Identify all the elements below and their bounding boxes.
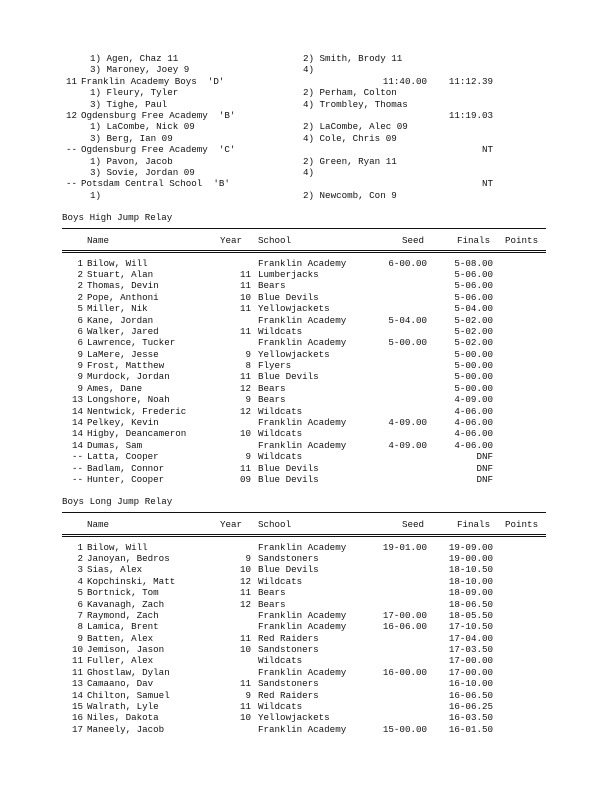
final-mark: 5-04.00 bbox=[454, 303, 493, 315]
result-place: -- bbox=[71, 462, 83, 474]
relay-member: 4) bbox=[303, 64, 315, 76]
result-place: 3 bbox=[77, 564, 83, 576]
seed-mark: 16-06.00 bbox=[382, 621, 427, 633]
relay-team-name: Potsdam Central School 'B' bbox=[81, 178, 230, 190]
header-finals: Finals bbox=[457, 518, 491, 530]
athlete-name: Fuller, Alex bbox=[87, 655, 154, 667]
final-mark: 19-00.00 bbox=[448, 552, 493, 564]
athlete-name: Pelkey, Kevin bbox=[87, 417, 159, 429]
result-row bbox=[62, 337, 546, 348]
relay-continuation bbox=[62, 53, 546, 201]
athlete-name: Walker, Jared bbox=[87, 325, 159, 337]
final-mark: 17-03.50 bbox=[448, 644, 493, 656]
relay-place: 12 bbox=[65, 109, 77, 121]
relay-member: 1) LaCombe, Nick 09 bbox=[90, 121, 195, 133]
athlete-year: 10 bbox=[239, 712, 251, 724]
relay-member: 4) bbox=[303, 166, 315, 178]
results-list bbox=[62, 258, 546, 486]
athlete-year: 11 bbox=[239, 325, 251, 337]
athlete-name: LaMere, Jesse bbox=[87, 348, 159, 360]
relay-team-row bbox=[62, 144, 546, 155]
result-place: 17 bbox=[71, 723, 83, 735]
result-row bbox=[62, 326, 546, 337]
result-place: 14 bbox=[71, 439, 83, 451]
result-row bbox=[62, 701, 546, 712]
rule-top bbox=[62, 507, 546, 518]
final-mark: 4-06.00 bbox=[454, 428, 493, 440]
athlete-school: Bears bbox=[258, 280, 286, 292]
result-row bbox=[62, 724, 546, 735]
athlete-school: Flyers bbox=[258, 360, 292, 372]
athlete-year: 12 bbox=[239, 405, 251, 417]
athlete-name: Frost, Matthew bbox=[87, 360, 165, 372]
result-place: 5 bbox=[77, 303, 83, 315]
result-row bbox=[62, 610, 546, 621]
athlete-school: Sandstoners bbox=[258, 678, 319, 690]
final-mark: 5-02.00 bbox=[454, 325, 493, 337]
athlete-year: 12 bbox=[239, 382, 251, 394]
result-place: 16 bbox=[71, 712, 83, 724]
athlete-year: 9 bbox=[245, 348, 251, 360]
relay-team-name: Franklin Academy Boys 'D' bbox=[81, 75, 225, 87]
result-place: 14 bbox=[71, 428, 83, 440]
relay-members-row bbox=[62, 190, 546, 201]
athlete-year: 9 bbox=[245, 552, 251, 564]
athlete-name: Thomas, Devin bbox=[87, 280, 159, 292]
final-mark: 5-00.00 bbox=[454, 348, 493, 360]
relay-member: 1) bbox=[90, 189, 102, 201]
result-place: 13 bbox=[71, 394, 83, 406]
high-jump-section bbox=[62, 212, 546, 485]
result-place: 2 bbox=[77, 552, 83, 564]
athlete-name: Chilton, Samuel bbox=[87, 689, 170, 701]
athlete-school: Wildcats bbox=[258, 325, 303, 337]
relay-members-row bbox=[62, 121, 546, 132]
header-seed: Seed bbox=[402, 518, 425, 530]
athlete-year: 11 bbox=[239, 632, 251, 644]
final-mark: 5-00.00 bbox=[454, 360, 493, 372]
athlete-year: 10 bbox=[239, 644, 251, 656]
result-place: 11 bbox=[71, 655, 83, 667]
relay-member: 3) Maroney, Joey 9 bbox=[90, 64, 190, 76]
result-place: 5 bbox=[77, 587, 83, 599]
athlete-school: Franklin Academy bbox=[258, 621, 347, 633]
athlete-year: 9 bbox=[245, 394, 251, 406]
athlete-school: Franklin Academy bbox=[258, 337, 347, 349]
final-mark: 18-06.50 bbox=[448, 598, 493, 610]
athlete-name: Kavanagh, Zach bbox=[87, 598, 165, 610]
final-mark: DNF bbox=[476, 451, 493, 463]
athlete-school: Sandstoners bbox=[258, 644, 319, 656]
athlete-name: Niles, Dakota bbox=[87, 712, 159, 724]
relay-final-time: NT bbox=[481, 144, 493, 156]
final-mark: 18-09.00 bbox=[448, 587, 493, 599]
relay-member: 2) Newcomb, Con 9 bbox=[303, 189, 397, 201]
relay-member: 1) Pavon, Jacob bbox=[90, 155, 173, 167]
athlete-name: Sias, Alex bbox=[87, 564, 143, 576]
result-row bbox=[62, 463, 546, 474]
relay-members-row bbox=[62, 156, 546, 167]
relay-team-row bbox=[62, 178, 546, 189]
athlete-name: Kane, Jordan bbox=[87, 314, 154, 326]
seed-mark: 5-04.00 bbox=[388, 314, 427, 326]
relay-team-row bbox=[62, 76, 546, 87]
final-mark: 4-09.00 bbox=[454, 394, 493, 406]
athlete-school: Blue Devils bbox=[258, 291, 319, 303]
relay-team-name: Ogdensburg Free Academy 'B' bbox=[81, 109, 236, 121]
athlete-school: Blue Devils bbox=[258, 564, 319, 576]
athlete-name: Latta, Cooper bbox=[87, 451, 159, 463]
column-header-row bbox=[62, 519, 546, 530]
final-mark: DNF bbox=[476, 462, 493, 474]
result-row bbox=[62, 269, 546, 280]
final-mark: 4-06.00 bbox=[454, 439, 493, 451]
result-row bbox=[62, 383, 546, 394]
header-points: Points bbox=[505, 518, 539, 530]
athlete-year: 10 bbox=[239, 291, 251, 303]
athlete-name: Hunter, Cooper bbox=[87, 473, 165, 485]
final-mark: 4-06.00 bbox=[454, 405, 493, 417]
result-row bbox=[62, 417, 546, 428]
athlete-name: Ames, Dane bbox=[87, 382, 143, 394]
relay-final-time: NT bbox=[481, 178, 493, 190]
result-row bbox=[62, 292, 546, 303]
result-row bbox=[62, 655, 546, 666]
athlete-school: Franklin Academy bbox=[258, 417, 347, 429]
result-place: 14 bbox=[71, 689, 83, 701]
result-row bbox=[62, 644, 546, 655]
result-place: 9 bbox=[77, 632, 83, 644]
result-row bbox=[62, 303, 546, 314]
final-mark: 5-02.00 bbox=[454, 337, 493, 349]
final-mark: 4-06.00 bbox=[454, 417, 493, 429]
final-mark: 19-09.00 bbox=[448, 541, 493, 553]
result-place: 2 bbox=[77, 291, 83, 303]
final-mark: 17-04.00 bbox=[448, 632, 493, 644]
result-row bbox=[62, 406, 546, 417]
result-place: 10 bbox=[71, 644, 83, 656]
relay-member: 2) Smith, Brody 11 bbox=[303, 53, 403, 64]
seed-mark: 19-01.00 bbox=[382, 541, 427, 553]
relay-team-row bbox=[62, 110, 546, 121]
athlete-name: Badlam, Connor bbox=[87, 462, 165, 474]
final-mark: 18-05.50 bbox=[448, 609, 493, 621]
final-mark: 5-00.00 bbox=[454, 371, 493, 383]
athlete-name: Bilow, Will bbox=[87, 257, 148, 269]
athlete-school: Franklin Academy bbox=[258, 666, 347, 678]
final-mark: 16-10.00 bbox=[448, 678, 493, 690]
final-mark: 5-08.00 bbox=[454, 257, 493, 269]
athlete-year: 11 bbox=[239, 303, 251, 315]
result-row bbox=[62, 280, 546, 291]
relay-member: 3) Berg, Ian 09 bbox=[90, 132, 173, 144]
result-row bbox=[62, 258, 546, 269]
athlete-school: Yellowjackets bbox=[258, 348, 330, 360]
athlete-year: 11 bbox=[239, 371, 251, 383]
athlete-school: Franklin Academy bbox=[258, 257, 347, 269]
final-mark: 16-01.50 bbox=[448, 723, 493, 735]
relay-place: 11 bbox=[65, 75, 77, 87]
athlete-name: Higby, Deancameron bbox=[87, 428, 187, 440]
result-row bbox=[62, 451, 546, 462]
result-place: 15 bbox=[71, 701, 83, 713]
relay-member: 3) Sovie, Jordan 09 bbox=[90, 166, 195, 178]
athlete-school: Franklin Academy bbox=[258, 439, 347, 451]
seed-mark: 4-09.00 bbox=[388, 417, 427, 429]
header-school: School bbox=[258, 518, 292, 530]
athlete-name: Kopchinski, Matt bbox=[87, 575, 176, 587]
final-mark: 5-06.00 bbox=[454, 280, 493, 292]
athlete-name: Maneely, Jacob bbox=[87, 723, 165, 735]
result-place: 7 bbox=[77, 609, 83, 621]
athlete-school: Franklin Academy bbox=[258, 723, 347, 735]
result-place: 2 bbox=[77, 280, 83, 292]
result-place: 1 bbox=[77, 541, 83, 553]
result-row bbox=[62, 667, 546, 678]
long-jump-section bbox=[62, 496, 546, 735]
result-place: 9 bbox=[77, 348, 83, 360]
relay-place: -- bbox=[65, 144, 77, 156]
relay-member: 1) Agen, Chaz 11 bbox=[90, 53, 179, 64]
athlete-year: 10 bbox=[239, 428, 251, 440]
athlete-year: 9 bbox=[245, 689, 251, 701]
result-row bbox=[62, 371, 546, 382]
athlete-name: Ghostlaw, Dylan bbox=[87, 666, 170, 678]
seed-mark: 17-00.00 bbox=[382, 609, 427, 621]
header-year: Year bbox=[220, 518, 243, 530]
result-row bbox=[62, 599, 546, 610]
relay-member: 4) Trombley, Thomas bbox=[303, 98, 408, 110]
result-place: 6 bbox=[77, 337, 83, 349]
final-mark: 5-06.00 bbox=[454, 291, 493, 303]
relay-place: -- bbox=[65, 178, 77, 190]
results-list bbox=[62, 542, 546, 736]
athlete-name: Raymond, Zach bbox=[87, 609, 159, 621]
relay-member: 2) Green, Ryan 11 bbox=[303, 155, 397, 167]
athlete-name: Jemison, Jason bbox=[87, 644, 165, 656]
athlete-year: 11 bbox=[239, 678, 251, 690]
athlete-school: Wildcats bbox=[258, 428, 303, 440]
header-points: Points bbox=[505, 234, 539, 246]
result-place: -- bbox=[71, 473, 83, 485]
athlete-name: Bilow, Will bbox=[87, 541, 148, 553]
athlete-school: Bears bbox=[258, 394, 286, 406]
final-mark: 16-06.25 bbox=[448, 701, 493, 713]
athlete-school: Blue Devils bbox=[258, 371, 319, 383]
final-mark: 5-02.00 bbox=[454, 314, 493, 326]
result-place: 1 bbox=[77, 257, 83, 269]
athlete-year: 8 bbox=[245, 360, 251, 372]
result-row bbox=[62, 678, 546, 689]
athlete-year: 9 bbox=[245, 451, 251, 463]
athlete-school: Lumberjacks bbox=[258, 268, 319, 280]
relay-member: 3) Tighe, Paul bbox=[90, 98, 168, 110]
final-mark: 18-10.00 bbox=[448, 575, 493, 587]
result-place: 9 bbox=[77, 360, 83, 372]
relay-members-row bbox=[62, 99, 546, 110]
athlete-school: Bears bbox=[258, 382, 286, 394]
result-row bbox=[62, 564, 546, 575]
result-place: 6 bbox=[77, 314, 83, 326]
result-row bbox=[62, 360, 546, 371]
header-name: Name bbox=[87, 518, 110, 530]
athlete-school: Bears bbox=[258, 587, 286, 599]
athlete-year: 11 bbox=[239, 701, 251, 713]
rule-double bbox=[62, 246, 546, 257]
final-mark: 17-10.50 bbox=[448, 621, 493, 633]
result-place: 9 bbox=[77, 382, 83, 394]
final-mark: 16-03.50 bbox=[448, 712, 493, 724]
athlete-school: Bears bbox=[258, 598, 286, 610]
athlete-name: Pope, Anthoni bbox=[87, 291, 159, 303]
header-year: Year bbox=[220, 234, 243, 246]
seed-mark: 6-00.00 bbox=[388, 257, 427, 269]
relay-seed-time: 11:40.00 bbox=[382, 75, 427, 87]
final-mark: 17-00.00 bbox=[448, 666, 493, 678]
relay-members-row bbox=[62, 64, 546, 75]
result-place: 6 bbox=[77, 598, 83, 610]
seed-mark: 16-00.00 bbox=[382, 666, 427, 678]
relay-member: 4) Cole, Chris 09 bbox=[303, 132, 397, 144]
athlete-year: 12 bbox=[239, 598, 251, 610]
result-row bbox=[62, 621, 546, 632]
athlete-year: 11 bbox=[239, 268, 251, 280]
athlete-name: Miller, Nik bbox=[87, 303, 148, 315]
relay-members-row bbox=[62, 87, 546, 98]
relay-members-row bbox=[62, 53, 546, 64]
relay-final-time: 11:12.39 bbox=[448, 75, 493, 87]
result-row bbox=[62, 440, 546, 451]
athlete-name: Walrath, Lyle bbox=[87, 701, 159, 713]
result-row bbox=[62, 315, 546, 326]
athlete-name: Stuart, Alan bbox=[87, 268, 154, 280]
athlete-school: Blue Devils bbox=[258, 462, 319, 474]
athlete-name: Lamica, Brent bbox=[87, 621, 159, 633]
seed-mark: 4-09.00 bbox=[388, 439, 427, 451]
relay-member: 1) Fleury, Tyler bbox=[90, 87, 179, 99]
relay-team-name: Ogdensburg Free Academy 'C' bbox=[81, 144, 236, 156]
athlete-name: Janoyan, Bedros bbox=[87, 552, 170, 564]
rule-double bbox=[62, 530, 546, 541]
athlete-school: Blue Devils bbox=[258, 473, 319, 485]
athlete-school: Wildcats bbox=[258, 575, 303, 587]
athlete-school: Franklin Academy bbox=[258, 609, 347, 621]
final-mark: 5-00.00 bbox=[454, 382, 493, 394]
header-seed: Seed bbox=[402, 234, 425, 246]
result-place: 8 bbox=[77, 621, 83, 633]
athlete-name: Camaano, Dav bbox=[87, 678, 154, 690]
section-title: Boys High Jump Relay bbox=[62, 212, 173, 223]
athlete-name: Murdock, Jordan bbox=[87, 371, 170, 383]
result-row bbox=[62, 690, 546, 701]
final-mark: 17-00.00 bbox=[448, 655, 493, 667]
final-mark: 16-06.50 bbox=[448, 689, 493, 701]
athlete-name: Nentwick, Frederic bbox=[87, 405, 187, 417]
athlete-year: 12 bbox=[239, 575, 251, 587]
athlete-year: 09 bbox=[239, 473, 251, 485]
athlete-school: Red Raiders bbox=[258, 689, 319, 701]
relay-member: 2) Perham, Colton bbox=[303, 87, 397, 99]
athlete-year: 11 bbox=[239, 462, 251, 474]
athlete-school: Franklin Academy bbox=[258, 541, 347, 553]
column-header-row bbox=[62, 235, 546, 246]
athlete-school: Yellowjackets bbox=[258, 712, 330, 724]
athlete-year: 11 bbox=[239, 280, 251, 292]
result-place: 2 bbox=[77, 268, 83, 280]
section-title: Boys Long Jump Relay bbox=[62, 496, 173, 507]
result-row bbox=[62, 553, 546, 564]
athlete-school: Wildcats bbox=[258, 655, 303, 667]
result-row bbox=[62, 349, 546, 360]
athlete-school: Red Raiders bbox=[258, 632, 319, 644]
result-row bbox=[62, 712, 546, 723]
result-row bbox=[62, 474, 546, 485]
athlete-name: Lawrence, Tucker bbox=[87, 337, 176, 349]
athlete-school: Wildcats bbox=[258, 451, 303, 463]
result-place: 9 bbox=[77, 371, 83, 383]
athlete-school: Yellowjackets bbox=[258, 303, 330, 315]
result-place: 4 bbox=[77, 575, 83, 587]
result-place: 6 bbox=[77, 325, 83, 337]
athlete-school: Franklin Academy bbox=[258, 314, 347, 326]
result-place: 13 bbox=[71, 678, 83, 690]
relay-members-row bbox=[62, 133, 546, 144]
result-place: 14 bbox=[71, 417, 83, 429]
result-row bbox=[62, 587, 546, 598]
athlete-name: Batten, Alex bbox=[87, 632, 154, 644]
athlete-name: Longshore, Noah bbox=[87, 394, 170, 406]
athlete-year: 11 bbox=[239, 587, 251, 599]
athlete-school: Wildcats bbox=[258, 701, 303, 713]
athlete-name: Dumas, Sam bbox=[87, 439, 143, 451]
seed-mark: 15-00.00 bbox=[382, 723, 427, 735]
header-finals: Finals bbox=[457, 234, 491, 246]
result-row bbox=[62, 576, 546, 587]
relay-member: 2) LaCombe, Alec 09 bbox=[303, 121, 408, 133]
final-mark: 18-10.50 bbox=[448, 564, 493, 576]
athlete-year: 10 bbox=[239, 564, 251, 576]
result-row bbox=[62, 542, 546, 553]
result-place: -- bbox=[71, 451, 83, 463]
rule-top bbox=[62, 223, 546, 234]
athlete-school: Sandstoners bbox=[258, 552, 319, 564]
athlete-name: Bortnick, Tom bbox=[87, 587, 159, 599]
result-place: 11 bbox=[71, 666, 83, 678]
header-name: Name bbox=[87, 234, 110, 246]
relay-members-row bbox=[62, 167, 546, 178]
final-mark: DNF bbox=[476, 473, 493, 485]
result-row bbox=[62, 394, 546, 405]
result-place: 14 bbox=[71, 405, 83, 417]
athlete-school: Wildcats bbox=[258, 405, 303, 417]
final-mark: 5-06.00 bbox=[454, 268, 493, 280]
relay-final-time: 11:19.03 bbox=[448, 109, 493, 121]
seed-mark: 5-00.00 bbox=[388, 337, 427, 349]
result-row bbox=[62, 428, 546, 439]
header-school: School bbox=[258, 234, 292, 246]
result-row bbox=[62, 633, 546, 644]
